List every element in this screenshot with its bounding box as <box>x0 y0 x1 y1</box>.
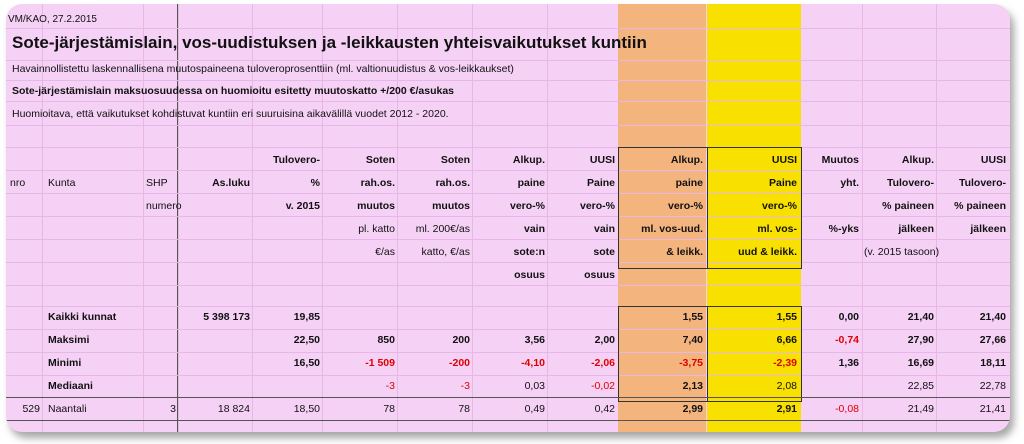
header-alkup-vos: & leikk. <box>666 246 703 258</box>
header-soten-pl: muutos <box>357 200 395 212</box>
cell-kunta: Mediaani <box>48 380 93 392</box>
cell-alkup-vos: 2,99 <box>682 403 703 415</box>
cell-uusi-sote: 0,42 <box>594 403 615 415</box>
header-alkup-tulovero: Tulovero- <box>886 177 934 189</box>
cell-muutos: -0,08 <box>835 403 859 415</box>
header-uusi-tulovero: Tulovero- <box>958 177 1006 189</box>
header-uusi-sote: sote <box>593 246 615 258</box>
cell-alkup-tulovero: 16,69 <box>907 357 934 369</box>
header-alkup-sote: Alkup. <box>512 154 545 166</box>
cell-soten-ml: -200 <box>448 357 470 369</box>
header-alkup-vos: paine <box>675 177 703 189</box>
cell-alkup-sote: 3,56 <box>524 334 545 346</box>
spreadsheet-sheet <box>6 4 1010 432</box>
cell-uusi-sote: -2,06 <box>591 357 615 369</box>
header-kunta: Kunta <box>48 177 76 189</box>
cell-uusi-sote: 2,00 <box>594 334 615 346</box>
header-uusi-sote: vero-% <box>579 200 615 212</box>
header-soten-ml: ml. 200€/as <box>415 223 470 235</box>
header-shp: numero <box>146 200 182 212</box>
subtitle: Havainnollistettu laskennallisena muutospaineena tuloveroprosenttiin (ml. valtionuudistus & vos-leikkaukset) <box>12 63 514 75</box>
header-alkup-sote: sote:n <box>513 246 545 258</box>
header-uusi-tulovero: % paineen <box>954 200 1006 212</box>
header-alkup-tulovero: (v. 2015 tasoon) <box>864 246 940 258</box>
header-nro: nro <box>10 177 26 189</box>
cell-uusi-sote: -0,02 <box>591 380 615 392</box>
header-soten-pl: Soten <box>365 154 395 166</box>
cell-alkup-vos: 1,55 <box>682 311 703 323</box>
cell-alkup-sote: 0,03 <box>524 380 545 392</box>
cell-alkup-vos: 2,13 <box>682 380 703 392</box>
cell-uusi-tulovero: 18,11 <box>980 357 1006 369</box>
cell-tulovero: 19,85 <box>293 311 320 323</box>
cell-soten-ml: 78 <box>458 403 470 415</box>
header-uusi-vos: uud & leikk. <box>738 246 797 258</box>
header-muutos: Muutos <box>821 154 859 166</box>
header-soten-pl: rah.os. <box>360 177 395 189</box>
header-uusi-tulovero: UUSI <box>980 154 1006 166</box>
cell-uusi-vos: 6,66 <box>776 334 797 346</box>
header-muutos: %-yks <box>828 223 859 235</box>
note-timing: Huomioitava, että vaikutukset kohdistuvat kuntiin eri suuruisina aikavälillä vuodet 2012 - 2020. <box>12 108 449 120</box>
cell-alkup-tulovero: 21,40 <box>907 311 934 323</box>
header-asluku: As.luku <box>212 177 250 189</box>
page-title: Sote-järjestämislain, vos-uudistuksen ja -leikkausten yhteisvaikutukset kuntiin <box>12 33 647 52</box>
header-uusi-tulovero: jälkeen <box>970 223 1006 235</box>
note-cap: Sote-järjestämislain maksuosuudessa on huomioitu esitetty muutoskatto +/200 €/asukas <box>12 85 455 97</box>
header-alkup-vos: ml. vos-uud. <box>641 223 703 235</box>
cell-kunta: Naantali <box>48 403 87 415</box>
cell-alkup-sote: 0,49 <box>524 403 545 415</box>
header-alkup-vos: Alkup. <box>670 154 703 166</box>
cell-uusi-vos: -2,39 <box>773 357 797 369</box>
date-line: VM/KAO, 27.2.2015 <box>8 14 97 25</box>
cell-tulovero: 22,50 <box>293 334 320 346</box>
cell-uusi-tulovero: 21,40 <box>979 311 1006 323</box>
cell-nro: 529 <box>22 403 40 415</box>
header-uusi-vos: ml. vos- <box>757 223 797 235</box>
cell-uusi-vos: 2,08 <box>776 380 797 392</box>
header-tulovero: Tulovero- <box>272 154 320 166</box>
header-soten-ml: katto, €/as <box>421 246 470 258</box>
header-soten-pl: €/as <box>375 246 395 258</box>
cell-uusi-vos: 2,91 <box>776 403 797 415</box>
cell-uusi-vos: 1,55 <box>776 311 797 323</box>
cell-alkup-vos: -3,75 <box>679 357 703 369</box>
cell-uusi-tulovero: 21,41 <box>979 403 1006 415</box>
header-soten-ml: muutos <box>432 200 470 212</box>
header-alkup-vos: vero-% <box>667 200 703 212</box>
header-uusi-vos: Paine <box>768 177 797 189</box>
cell-kunta: Minimi <box>48 357 82 369</box>
header-alkup-tulovero: jälkeen <box>898 223 934 235</box>
header-soten-pl: pl. katto <box>358 223 395 235</box>
cell-soten-pl: 78 <box>383 403 395 415</box>
cell-tulovero: 16,50 <box>293 357 320 369</box>
cell-shp: 3 <box>170 403 176 415</box>
header-soten-ml: rah.os. <box>435 177 470 189</box>
cell-alkup-tulovero: 22,85 <box>907 380 934 392</box>
cell-soten-ml: 200 <box>452 334 470 346</box>
header-uusi-sote: vain <box>593 223 615 235</box>
cell-asluku: 5 398 173 <box>203 311 250 323</box>
cell-kunta: Kaikki kunnat <box>48 311 117 323</box>
header-alkup-sote: osuus <box>514 269 545 281</box>
cell-soten-ml: -3 <box>460 380 470 392</box>
header-uusi-sote: osuus <box>584 269 615 281</box>
cell-alkup-vos: 7,40 <box>682 334 703 346</box>
header-alkup-sote: vain <box>523 223 545 235</box>
header-shp: SHP <box>146 177 168 189</box>
cell-muutos: 0,00 <box>838 311 859 323</box>
cell-kunta: Maksimi <box>48 334 90 346</box>
cell-tulovero: 18,50 <box>293 403 320 415</box>
header-alkup-sote: vero-% <box>509 200 545 212</box>
cell-alkup-tulovero: 21,49 <box>907 403 934 415</box>
cell-soten-pl: 850 <box>377 334 395 346</box>
header-uusi-vos: vero-% <box>761 200 797 212</box>
cell-muutos: 1,36 <box>838 357 859 369</box>
header-tulovero: % <box>310 177 320 189</box>
cell-alkup-sote: -4,10 <box>521 357 545 369</box>
header-alkup-tulovero: Alkup. <box>901 154 934 166</box>
header-alkup-tulovero: % paineen <box>882 200 934 212</box>
cell-soten-pl: -3 <box>385 380 395 392</box>
cell-uusi-tulovero: 27,66 <box>979 334 1006 346</box>
header-alkup-sote: paine <box>517 177 545 189</box>
cell-alkup-tulovero: 27,90 <box>907 334 934 346</box>
cell-soten-pl: -1 509 <box>365 357 395 369</box>
header-muutos: yht. <box>840 177 859 189</box>
header-uusi-sote: Paine <box>586 177 615 189</box>
cell-uusi-tulovero: 22,78 <box>979 380 1006 392</box>
header-tulovero: v. 2015 <box>285 200 320 212</box>
cell-muutos: -0,74 <box>835 334 859 346</box>
header-uusi-sote: UUSI <box>589 154 615 166</box>
cell-asluku: 18 824 <box>217 403 250 415</box>
header-uusi-vos: UUSI <box>771 154 797 166</box>
header-soten-ml: Soten <box>440 154 470 166</box>
